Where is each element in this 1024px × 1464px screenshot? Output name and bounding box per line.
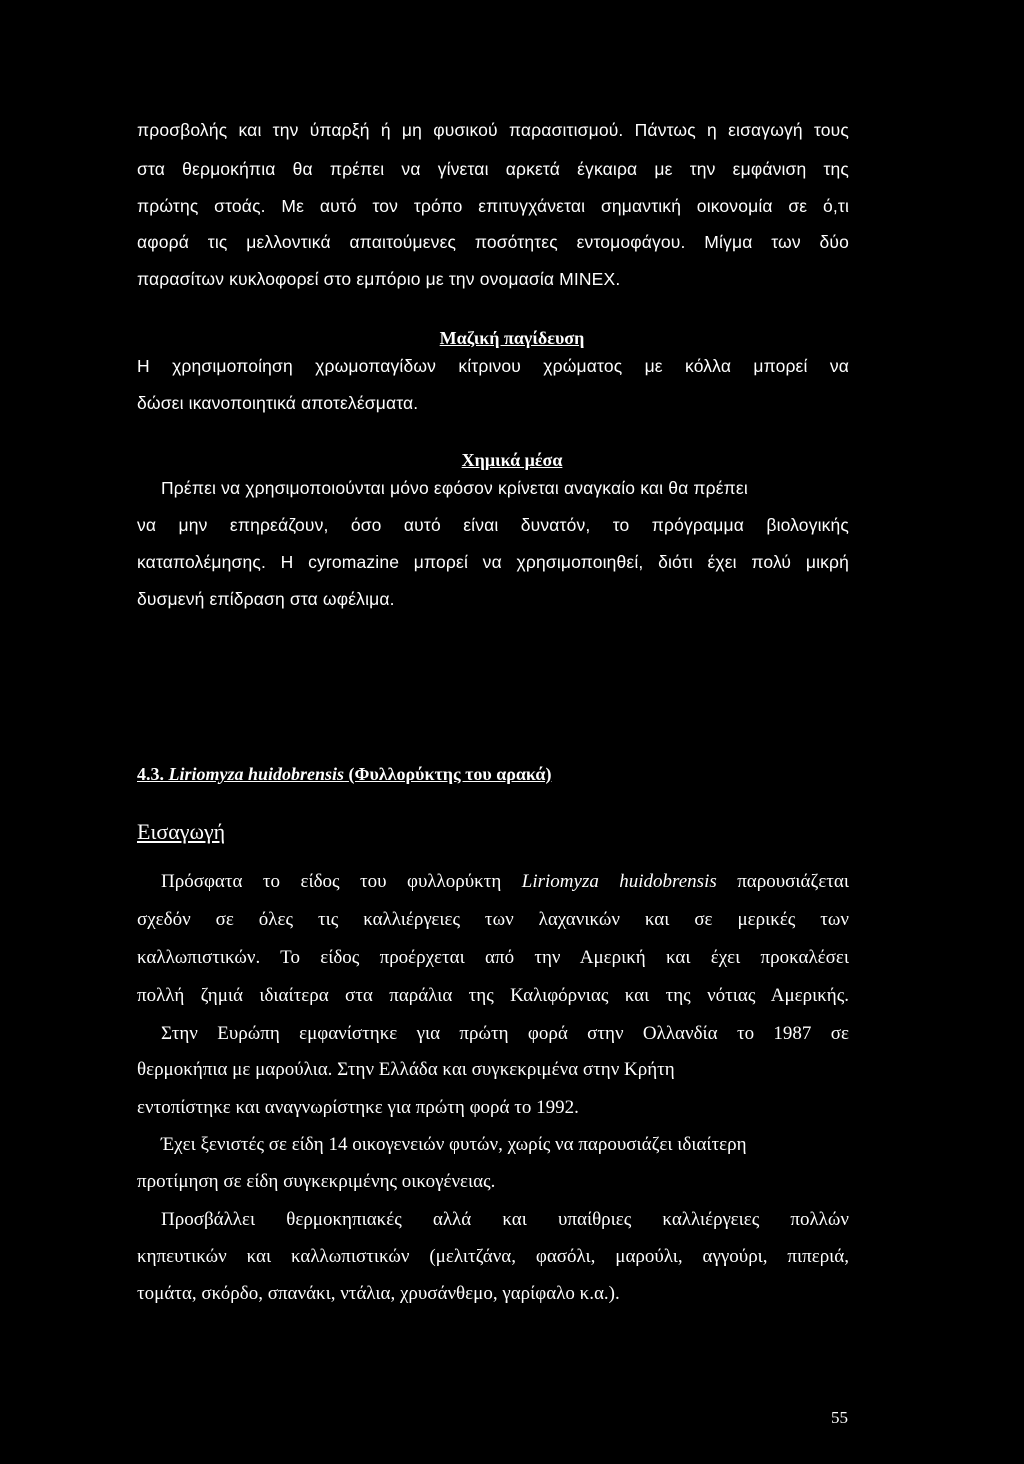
mass-trapping-line-2: δώσει ικανοποιητικά αποτελέσματα. bbox=[137, 393, 419, 413]
intro-p2-line-3: εντοπίστηκε και αναγνωρίστηκε για πρώτη φορά το 1992. bbox=[137, 1097, 579, 1118]
intro-p4-line-1: Προσβάλλει θερμοκηπιακές αλλά και υπαίθριες καλλιέργειες πολλών bbox=[161, 1209, 849, 1230]
intro-p3-line-1: Έχει ξενιστές σε είδη 14 οικογενειών φυτών, χωρίς να παρουσιάζει ιδιαίτερη bbox=[161, 1134, 747, 1155]
intro-p1-before: Πρόσφατα το είδος του φυλλορύκτη bbox=[161, 871, 502, 892]
intro-p1-species: Liriomyza huidobrensis bbox=[521, 871, 717, 892]
chemical-line-1: Πρέπει να χρησιμοποιούνται μόνο εφόσον κρίνεται αναγκαίο και θα πρέπει bbox=[161, 478, 748, 498]
intro-p3-line-2: προτίμηση σε είδη συγκεκριμένης οικογένειας. bbox=[137, 1171, 496, 1192]
page-number: 55 bbox=[831, 1408, 848, 1427]
intro-line-3: πρώτης στοάς. Με αυτό τον τρόπο επιτυγχάνεται σημαντική οικονομία σε ό,τι bbox=[137, 196, 849, 216]
intro-line-1: προσβολής και την ύπαρξή ή μη φυσικού παρασιτισμού. Πάντως η εισαγωγή τους bbox=[137, 120, 849, 140]
intro-p2-line-2: θερμοκήπια με μαρούλια. Στην Ελλάδα και συγκεκριμένα στην Κρήτη bbox=[137, 1059, 675, 1080]
intro-line-2: στα θερμοκήπια θα πρέπει να γίνεται αρκετά έγκαιρα με την εμφάνιση της bbox=[137, 159, 849, 179]
intro-p1-line-4: πολλή ζημιά ιδιαίτερα στα παράλια της Καλιφόρνιας και της νότιας Αμερικής. bbox=[137, 985, 849, 1006]
intro-p2-line-1: Στην Ευρώπη εμφανίστηκε για πρώτη φορά στην Ολλανδία το 1987 σε bbox=[161, 1023, 849, 1044]
chemical-line-2: να μην επηρεάζουν, όσο αυτό είναι δυνατόν, το πρόγραμμα βιολογικής bbox=[137, 515, 849, 535]
section-common-name: (Φυλλορύκτης του αρακά) bbox=[348, 764, 552, 784]
chemical-line-3: καταπολέμησης. Η cyromazine μπορεί να χρησιμοποιηθεί, διότι έχει πολύ μικρή bbox=[137, 552, 849, 572]
intro-p4-line-2: κηπευτικών και καλλωπιστικών (μελιτζάνα, φασόλι, μαρούλι, αγγούρι, πιπεριά, bbox=[137, 1246, 849, 1267]
section-number: 4.3. bbox=[137, 764, 164, 784]
intro-line-5: παρασίτων κυκλοφορεί στο εμπόριο με την ονομασία MINEX. bbox=[137, 269, 621, 289]
mass-trapping-line-1: Η χρησιμοποίηση χρωμοπαγίδων κίτρινου χρώματος με κόλλα μπορεί να bbox=[137, 356, 849, 376]
intro-p1-line-2: σχεδόν σε όλες τις καλλιέργειες των λαχανικών και σε μερικές των bbox=[137, 909, 849, 930]
intro-p1-after: παρουσιάζεται bbox=[737, 871, 849, 892]
introduction-heading: Εισαγωγή bbox=[137, 819, 226, 844]
mass-trapping-heading: Μαζική παγίδευση bbox=[439, 328, 585, 348]
intro-p1-line-3: καλλωπιστικών. Το είδος προέρχεται από την Αμερική και έχει προκαλέσει bbox=[137, 947, 849, 968]
intro-line-4: αφορά τις μελλοντικά απαιτούμενες ποσότητες εντομοφάγου. Μίγμα των δύο bbox=[137, 232, 849, 252]
chemical-means-heading: Χημικά μέσα bbox=[461, 450, 563, 470]
chemical-line-4: δυσμενή επίδραση στα ωφέλιμα. bbox=[137, 589, 395, 609]
section-species: Liriomyza huidobrensis bbox=[168, 764, 345, 784]
intro-p4-line-3: τομάτα, σκόρδο, σπανάκι, ντάλια, χρυσάνθεμο, γαρίφαλο κ.α.). bbox=[137, 1283, 620, 1304]
section-heading bbox=[137, 762, 551, 786]
intro-p1-line-1 bbox=[161, 870, 849, 894]
